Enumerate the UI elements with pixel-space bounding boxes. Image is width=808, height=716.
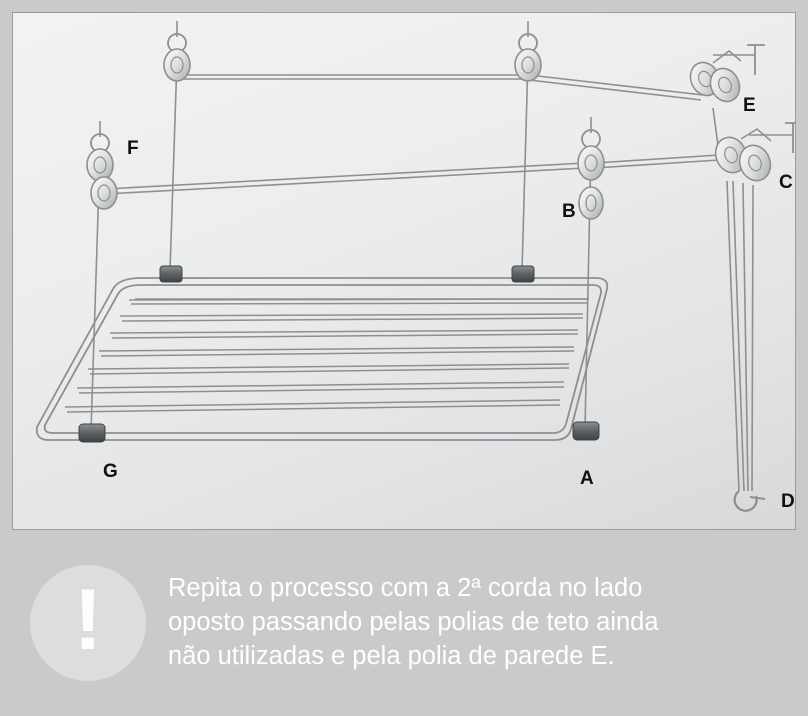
label-B: B	[562, 201, 576, 222]
exclamation-glyph: !	[73, 572, 103, 668]
diagram-panel	[12, 12, 796, 530]
assembly-diagram	[13, 13, 796, 530]
label-F: F	[127, 138, 139, 159]
label-A: A	[580, 468, 594, 489]
label-E: E	[743, 95, 756, 116]
ceiling-pulley-2	[515, 21, 541, 81]
label-G: G	[103, 461, 118, 482]
ceiling-pulley-1	[164, 21, 190, 81]
instruction-text	[168, 572, 659, 674]
hook-D	[735, 491, 765, 511]
label-D: D	[781, 491, 795, 512]
exclamation-mark-icon	[30, 565, 146, 681]
instruction-line-1: Repita o processo com a 2ª corda no lado	[168, 574, 643, 603]
instruction-line-3: não utilizadas e pela polia de parede E.	[168, 641, 615, 670]
pulley-F	[87, 121, 117, 209]
instruction-line-2: oposto passando pelas polias de teto ainda	[168, 608, 659, 637]
instruction-note	[0, 530, 808, 716]
pulley-B	[578, 117, 604, 219]
label-C: C	[779, 172, 793, 193]
